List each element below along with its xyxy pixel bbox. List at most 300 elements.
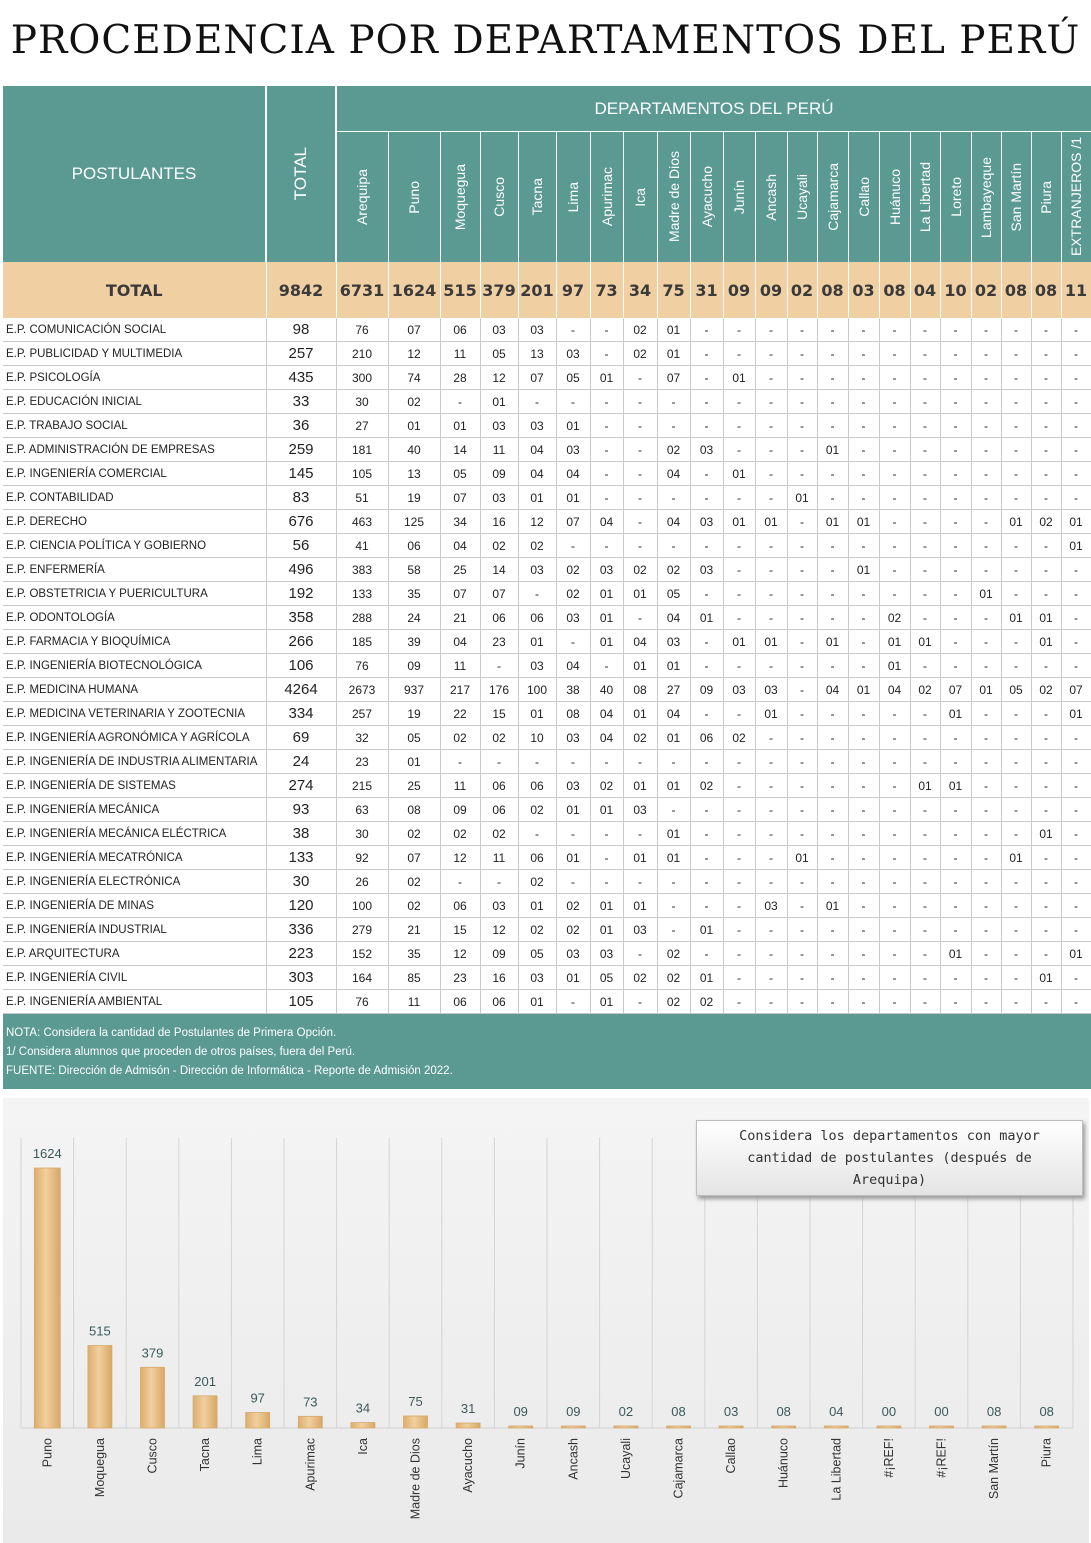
department-header-label: Moquegua [452, 163, 468, 231]
row-cell: - [848, 942, 879, 966]
row-cell: 30 [336, 822, 388, 846]
department-header [480, 132, 518, 263]
row-cell: 02 [480, 822, 518, 846]
chart-category-label: Puno [40, 1438, 55, 1468]
row-total: 24 [266, 750, 336, 774]
row-cell: - [879, 318, 910, 342]
row-cell: - [817, 582, 848, 606]
total-row-cell: 34 [623, 262, 657, 318]
row-cell: 09 [480, 462, 518, 486]
row-cell: - [910, 318, 940, 342]
row-cell: - [848, 702, 879, 726]
row-cell: 03 [690, 558, 723, 582]
row-cell: 02 [1031, 510, 1061, 534]
row-cell: 01 [518, 894, 556, 918]
table-row [3, 438, 1091, 462]
row-cell: - [1061, 846, 1091, 870]
row-total: 36 [266, 414, 336, 438]
department-header [518, 132, 556, 263]
row-cell: 08 [623, 678, 657, 702]
row-cell: 27 [657, 678, 690, 702]
row-cell: - [723, 438, 755, 462]
chart-category-label: La Libertad [829, 1438, 844, 1501]
row-cell: - [723, 918, 755, 942]
row-cell: 01 [590, 894, 623, 918]
table-row [3, 606, 1091, 630]
department-header-label: Puno [406, 180, 422, 214]
row-cell: - [623, 534, 657, 558]
row-cell: 01 [723, 510, 755, 534]
row-cell: - [848, 726, 879, 750]
row-total: 56 [266, 534, 336, 558]
chart-bar [509, 1426, 533, 1428]
row-cell: - [910, 966, 940, 990]
row-cell: - [940, 846, 971, 870]
chart-bar [246, 1412, 270, 1428]
row-cell: 01 [590, 606, 623, 630]
row-cell: - [971, 390, 1001, 414]
table-row [3, 366, 1091, 390]
row-cell: - [879, 342, 910, 366]
row-cell: 01 [623, 774, 657, 798]
row-cell: - [723, 822, 755, 846]
row-cell: 63 [336, 798, 388, 822]
row-cell: - [623, 462, 657, 486]
row-cell: 03 [480, 486, 518, 510]
department-header [590, 132, 623, 263]
chart-category-label: Moquegua [92, 1438, 107, 1498]
row-cell: - [755, 390, 787, 414]
row-cell: - [971, 822, 1001, 846]
row-total: 145 [266, 462, 336, 486]
row-cell: - [787, 702, 817, 726]
row-cell: 04 [817, 678, 848, 702]
row-cell: - [940, 798, 971, 822]
row-cell: - [723, 750, 755, 774]
row-cell: - [590, 846, 623, 870]
row-cell: 04 [657, 702, 690, 726]
total-row-cell: 02 [971, 262, 1001, 318]
row-total: 192 [266, 582, 336, 606]
chart-bar [982, 1426, 1006, 1428]
row-cell: 01 [787, 846, 817, 870]
row-cell: - [971, 990, 1001, 1014]
row-cell: 14 [480, 558, 518, 582]
row-cell: - [787, 510, 817, 534]
row-cell: - [723, 582, 755, 606]
row-cell: - [1061, 438, 1091, 462]
chart-category-label: Piura [1039, 1438, 1054, 1468]
row-cell: - [910, 894, 940, 918]
row-cell: - [755, 438, 787, 462]
row-cell: 100 [336, 894, 388, 918]
table-row [3, 894, 1091, 918]
row-cell: 03 [590, 942, 623, 966]
row-cell: 01 [657, 774, 690, 798]
row-cell: - [1001, 774, 1031, 798]
row-cell: - [1031, 774, 1061, 798]
row-cell: 10 [518, 726, 556, 750]
page-title: PROCEDENCIA POR DEPARTAMENTOS DEL PERÚ [10, 18, 1081, 63]
row-cell: - [1001, 750, 1031, 774]
row-cell: - [723, 942, 755, 966]
row-name: E.P. COMUNICACIÓN SOCIAL [3, 318, 266, 342]
row-cell: 463 [336, 510, 388, 534]
row-cell: 07 [1061, 678, 1091, 702]
row-cell: - [910, 438, 940, 462]
row-cell: - [690, 582, 723, 606]
total-row-cell: 08 [879, 262, 910, 318]
row-cell: - [940, 462, 971, 486]
row-cell: - [690, 822, 723, 846]
row-cell: - [623, 390, 657, 414]
row-total: 358 [266, 606, 336, 630]
row-cell: - [1001, 534, 1031, 558]
row-cell: - [690, 366, 723, 390]
row-name: E.P. INGENIERÍA ELECTRÓNICA [3, 870, 266, 894]
table-row [3, 942, 1091, 966]
row-cell: 02 [879, 606, 910, 630]
row-cell: 01 [1031, 822, 1061, 846]
row-cell: 01 [755, 702, 787, 726]
row-cell: - [623, 366, 657, 390]
row-cell: 125 [388, 510, 440, 534]
row-cell: - [690, 534, 723, 558]
total-row-cell: 09 [755, 262, 787, 318]
row-cell: - [940, 606, 971, 630]
row-cell: - [590, 462, 623, 486]
row-cell: - [1031, 846, 1061, 870]
row-cell: 51 [336, 486, 388, 510]
row-cell: 01 [480, 390, 518, 414]
row-cell: 09 [388, 654, 440, 678]
row-cell: 03 [723, 678, 755, 702]
row-cell: 12 [440, 846, 480, 870]
row-cell: 01 [590, 990, 623, 1014]
chart-data-label: 08 [1039, 1404, 1054, 1419]
row-cell: - [1061, 630, 1091, 654]
department-header-label: Apurimac [598, 167, 615, 227]
row-cell: - [910, 702, 940, 726]
row-total: 223 [266, 942, 336, 966]
row-cell: 02 [623, 966, 657, 990]
row-cell: 03 [518, 966, 556, 990]
row-cell: 01 [690, 606, 723, 630]
row-cell: 105 [336, 462, 388, 486]
row-cell: - [817, 342, 848, 366]
total-row-cell: 09 [723, 262, 755, 318]
chart-data-label: 1624 [32, 1146, 62, 1161]
row-cell: 01 [623, 654, 657, 678]
total-row-total: 9842 [266, 262, 336, 318]
row-cell: 11 [388, 990, 440, 1014]
department-header-label: Cajamarca [824, 163, 841, 231]
row-cell: 19 [388, 702, 440, 726]
row-cell: 01 [879, 654, 910, 678]
row-cell: - [755, 318, 787, 342]
row-cell: 04 [518, 462, 556, 486]
row-cell: - [817, 462, 848, 486]
row-cell: 02 [657, 558, 690, 582]
row-cell: - [1061, 582, 1091, 606]
row-cell: 01 [940, 774, 971, 798]
row-cell: 14 [440, 438, 480, 462]
row-cell: 03 [556, 726, 590, 750]
row-total: 93 [266, 798, 336, 822]
row-cell: - [848, 846, 879, 870]
row-cell: - [590, 318, 623, 342]
row-cell: - [723, 606, 755, 630]
chart-data-label: 75 [408, 1393, 423, 1409]
chart-bar [877, 1426, 901, 1428]
row-cell: - [518, 390, 556, 414]
row-cell: - [817, 798, 848, 822]
total-row [3, 262, 1091, 318]
row-name: E.P. INGENIERÍA DE SISTEMAS [3, 774, 266, 798]
row-cell: - [1001, 798, 1031, 822]
department-header [910, 132, 940, 263]
row-cell: 76 [336, 318, 388, 342]
departments-table-section [3, 86, 1089, 1089]
row-cell: - [879, 942, 910, 966]
chart-data-label: 34 [355, 1400, 371, 1416]
row-cell: - [1061, 342, 1091, 366]
row-cell: 03 [518, 414, 556, 438]
total-row-cell: 11 [1061, 262, 1091, 318]
row-name: E.P. INGENIERÍA DE INDUSTRIA ALIMENTARIA [3, 750, 266, 774]
row-cell: 40 [388, 438, 440, 462]
row-cell: - [848, 414, 879, 438]
row-cell: - [690, 414, 723, 438]
row-cell: 07 [480, 582, 518, 606]
row-cell: - [848, 894, 879, 918]
row-cell: 02 [480, 534, 518, 558]
row-cell: 01 [388, 414, 440, 438]
total-row-cell: 515 [440, 262, 480, 318]
row-cell: - [848, 798, 879, 822]
row-cell: - [1031, 342, 1061, 366]
row-cell: - [848, 534, 879, 558]
row-cell: - [879, 894, 910, 918]
row-cell: - [879, 390, 910, 414]
row-total: 105 [266, 990, 336, 1014]
chart-category-label: Cusco [145, 1438, 160, 1474]
row-name: E.P. INGENIERÍA BIOTECNOLÓGICA [3, 654, 266, 678]
row-cell: - [723, 318, 755, 342]
row-cell: - [723, 846, 755, 870]
table-row [3, 990, 1091, 1014]
row-cell: 02 [657, 438, 690, 462]
row-cell: - [910, 990, 940, 1014]
row-cell: 16 [480, 510, 518, 534]
row-cell: 01 [787, 486, 817, 510]
table-row [3, 558, 1091, 582]
row-cell: - [879, 702, 910, 726]
row-cell: - [480, 750, 518, 774]
row-cell: - [1061, 918, 1091, 942]
row-cell: - [879, 582, 910, 606]
row-cell: - [971, 366, 1001, 390]
row-cell: - [817, 774, 848, 798]
row-cell: 35 [388, 582, 440, 606]
row-cell: 01 [690, 966, 723, 990]
row-cell: - [1031, 870, 1061, 894]
row-cell: - [723, 486, 755, 510]
row-cell: 01 [590, 798, 623, 822]
row-cell: 01 [657, 342, 690, 366]
row-cell: - [556, 990, 590, 1014]
row-cell: - [879, 750, 910, 774]
row-cell: 01 [1031, 630, 1061, 654]
chart-bar [1035, 1426, 1059, 1428]
row-cell: - [1031, 918, 1061, 942]
chart-data-label: 08 [776, 1404, 791, 1419]
row-cell: - [690, 342, 723, 366]
row-cell: 76 [336, 654, 388, 678]
row-cell: - [755, 414, 787, 438]
row-cell: - [971, 846, 1001, 870]
row-cell: - [971, 414, 1001, 438]
row-cell: - [817, 966, 848, 990]
row-cell: - [940, 534, 971, 558]
row-cell: - [440, 870, 480, 894]
row-cell: - [910, 510, 940, 534]
table-row [3, 822, 1091, 846]
row-cell: 01 [657, 822, 690, 846]
row-cell: 152 [336, 942, 388, 966]
table-row [3, 318, 1091, 342]
row-name: E.P. ENFERMERÍA [3, 558, 266, 582]
row-cell: - [910, 390, 940, 414]
row-cell: - [590, 534, 623, 558]
row-cell: 03 [518, 318, 556, 342]
table-row [3, 462, 1091, 486]
row-cell: 32 [336, 726, 388, 750]
row-cell: - [657, 534, 690, 558]
chart-bar [193, 1396, 217, 1428]
row-cell: - [817, 558, 848, 582]
row-name: E.P. CONTABILIDAD [3, 486, 266, 510]
row-cell: 04 [590, 702, 623, 726]
row-cell: - [1031, 366, 1061, 390]
row-cell: - [910, 534, 940, 558]
bar-chart-panel [3, 1098, 1089, 1543]
row-cell: 02 [480, 726, 518, 750]
row-cell: 03 [518, 654, 556, 678]
row-cell: 35 [388, 942, 440, 966]
row-cell: - [817, 606, 848, 630]
row-cell: 40 [590, 678, 623, 702]
row-cell: 01 [690, 918, 723, 942]
row-cell: 02 [518, 870, 556, 894]
row-cell: 02 [723, 726, 755, 750]
row-cell: - [879, 846, 910, 870]
row-cell: - [623, 870, 657, 894]
row-cell: 01 [518, 630, 556, 654]
row-cell: - [1061, 798, 1091, 822]
row-name: E.P. INGENIERÍA DE MINAS [3, 894, 266, 918]
row-cell: 03 [480, 894, 518, 918]
row-cell: - [848, 606, 879, 630]
row-cell: 04 [879, 678, 910, 702]
row-cell: 12 [518, 510, 556, 534]
row-cell: - [755, 486, 787, 510]
row-cell: - [1061, 822, 1091, 846]
row-cell: - [1001, 630, 1031, 654]
row-cell: - [910, 558, 940, 582]
chart-note-text: Considera los departamentos con mayor cantidad de postulantes (después de Arequipa) [739, 1128, 1040, 1188]
row-cell: 01 [590, 918, 623, 942]
departments-group-header: DEPARTAMENTOS DEL PERÚ [336, 86, 1091, 132]
table-row [3, 534, 1091, 558]
row-cell: 39 [388, 630, 440, 654]
row-cell: - [1061, 750, 1091, 774]
row-cell: 05 [657, 582, 690, 606]
row-cell: - [623, 510, 657, 534]
row-cell: - [1001, 342, 1031, 366]
row-cell: - [755, 942, 787, 966]
chart-category-label: Ica [355, 1438, 370, 1455]
row-total: 435 [266, 366, 336, 390]
row-cell: - [971, 702, 1001, 726]
row-cell: - [1031, 534, 1061, 558]
row-cell: - [787, 318, 817, 342]
row-cell: - [657, 798, 690, 822]
row-cell: - [787, 798, 817, 822]
row-cell: - [910, 606, 940, 630]
row-cell: 01 [657, 318, 690, 342]
row-cell: - [787, 822, 817, 846]
row-cell: 01 [1031, 606, 1061, 630]
row-cell: - [590, 342, 623, 366]
row-cell: - [879, 798, 910, 822]
row-cell: 02 [440, 822, 480, 846]
table-row [3, 414, 1091, 438]
row-cell: - [480, 654, 518, 678]
chart-category-label: Junín [513, 1438, 528, 1469]
department-header [755, 132, 787, 263]
chart-data-label: 201 [194, 1373, 216, 1389]
row-cell: - [940, 342, 971, 366]
row-cell: - [817, 750, 848, 774]
row-cell: - [787, 606, 817, 630]
row-cell: - [1061, 894, 1091, 918]
row-cell: 27 [336, 414, 388, 438]
row-cell: - [910, 846, 940, 870]
row-cell: - [940, 318, 971, 342]
row-cell: - [879, 870, 910, 894]
row-cell: 210 [336, 342, 388, 366]
row-cell: - [879, 486, 910, 510]
row-cell: 02 [623, 558, 657, 582]
department-header [440, 132, 480, 263]
row-cell: - [1061, 318, 1091, 342]
row-cell: - [556, 390, 590, 414]
row-cell: - [1031, 726, 1061, 750]
total-row-cell: 08 [817, 262, 848, 318]
row-total: 274 [266, 774, 336, 798]
row-total: 133 [266, 846, 336, 870]
chart-category-label: Cajamarca [671, 1438, 686, 1499]
row-cell: - [848, 438, 879, 462]
row-cell: 09 [690, 678, 723, 702]
row-cell: - [879, 726, 910, 750]
row-cell: - [518, 822, 556, 846]
department-header [787, 132, 817, 263]
row-cell: - [623, 942, 657, 966]
row-cell: 04 [590, 510, 623, 534]
row-cell: 05 [440, 462, 480, 486]
